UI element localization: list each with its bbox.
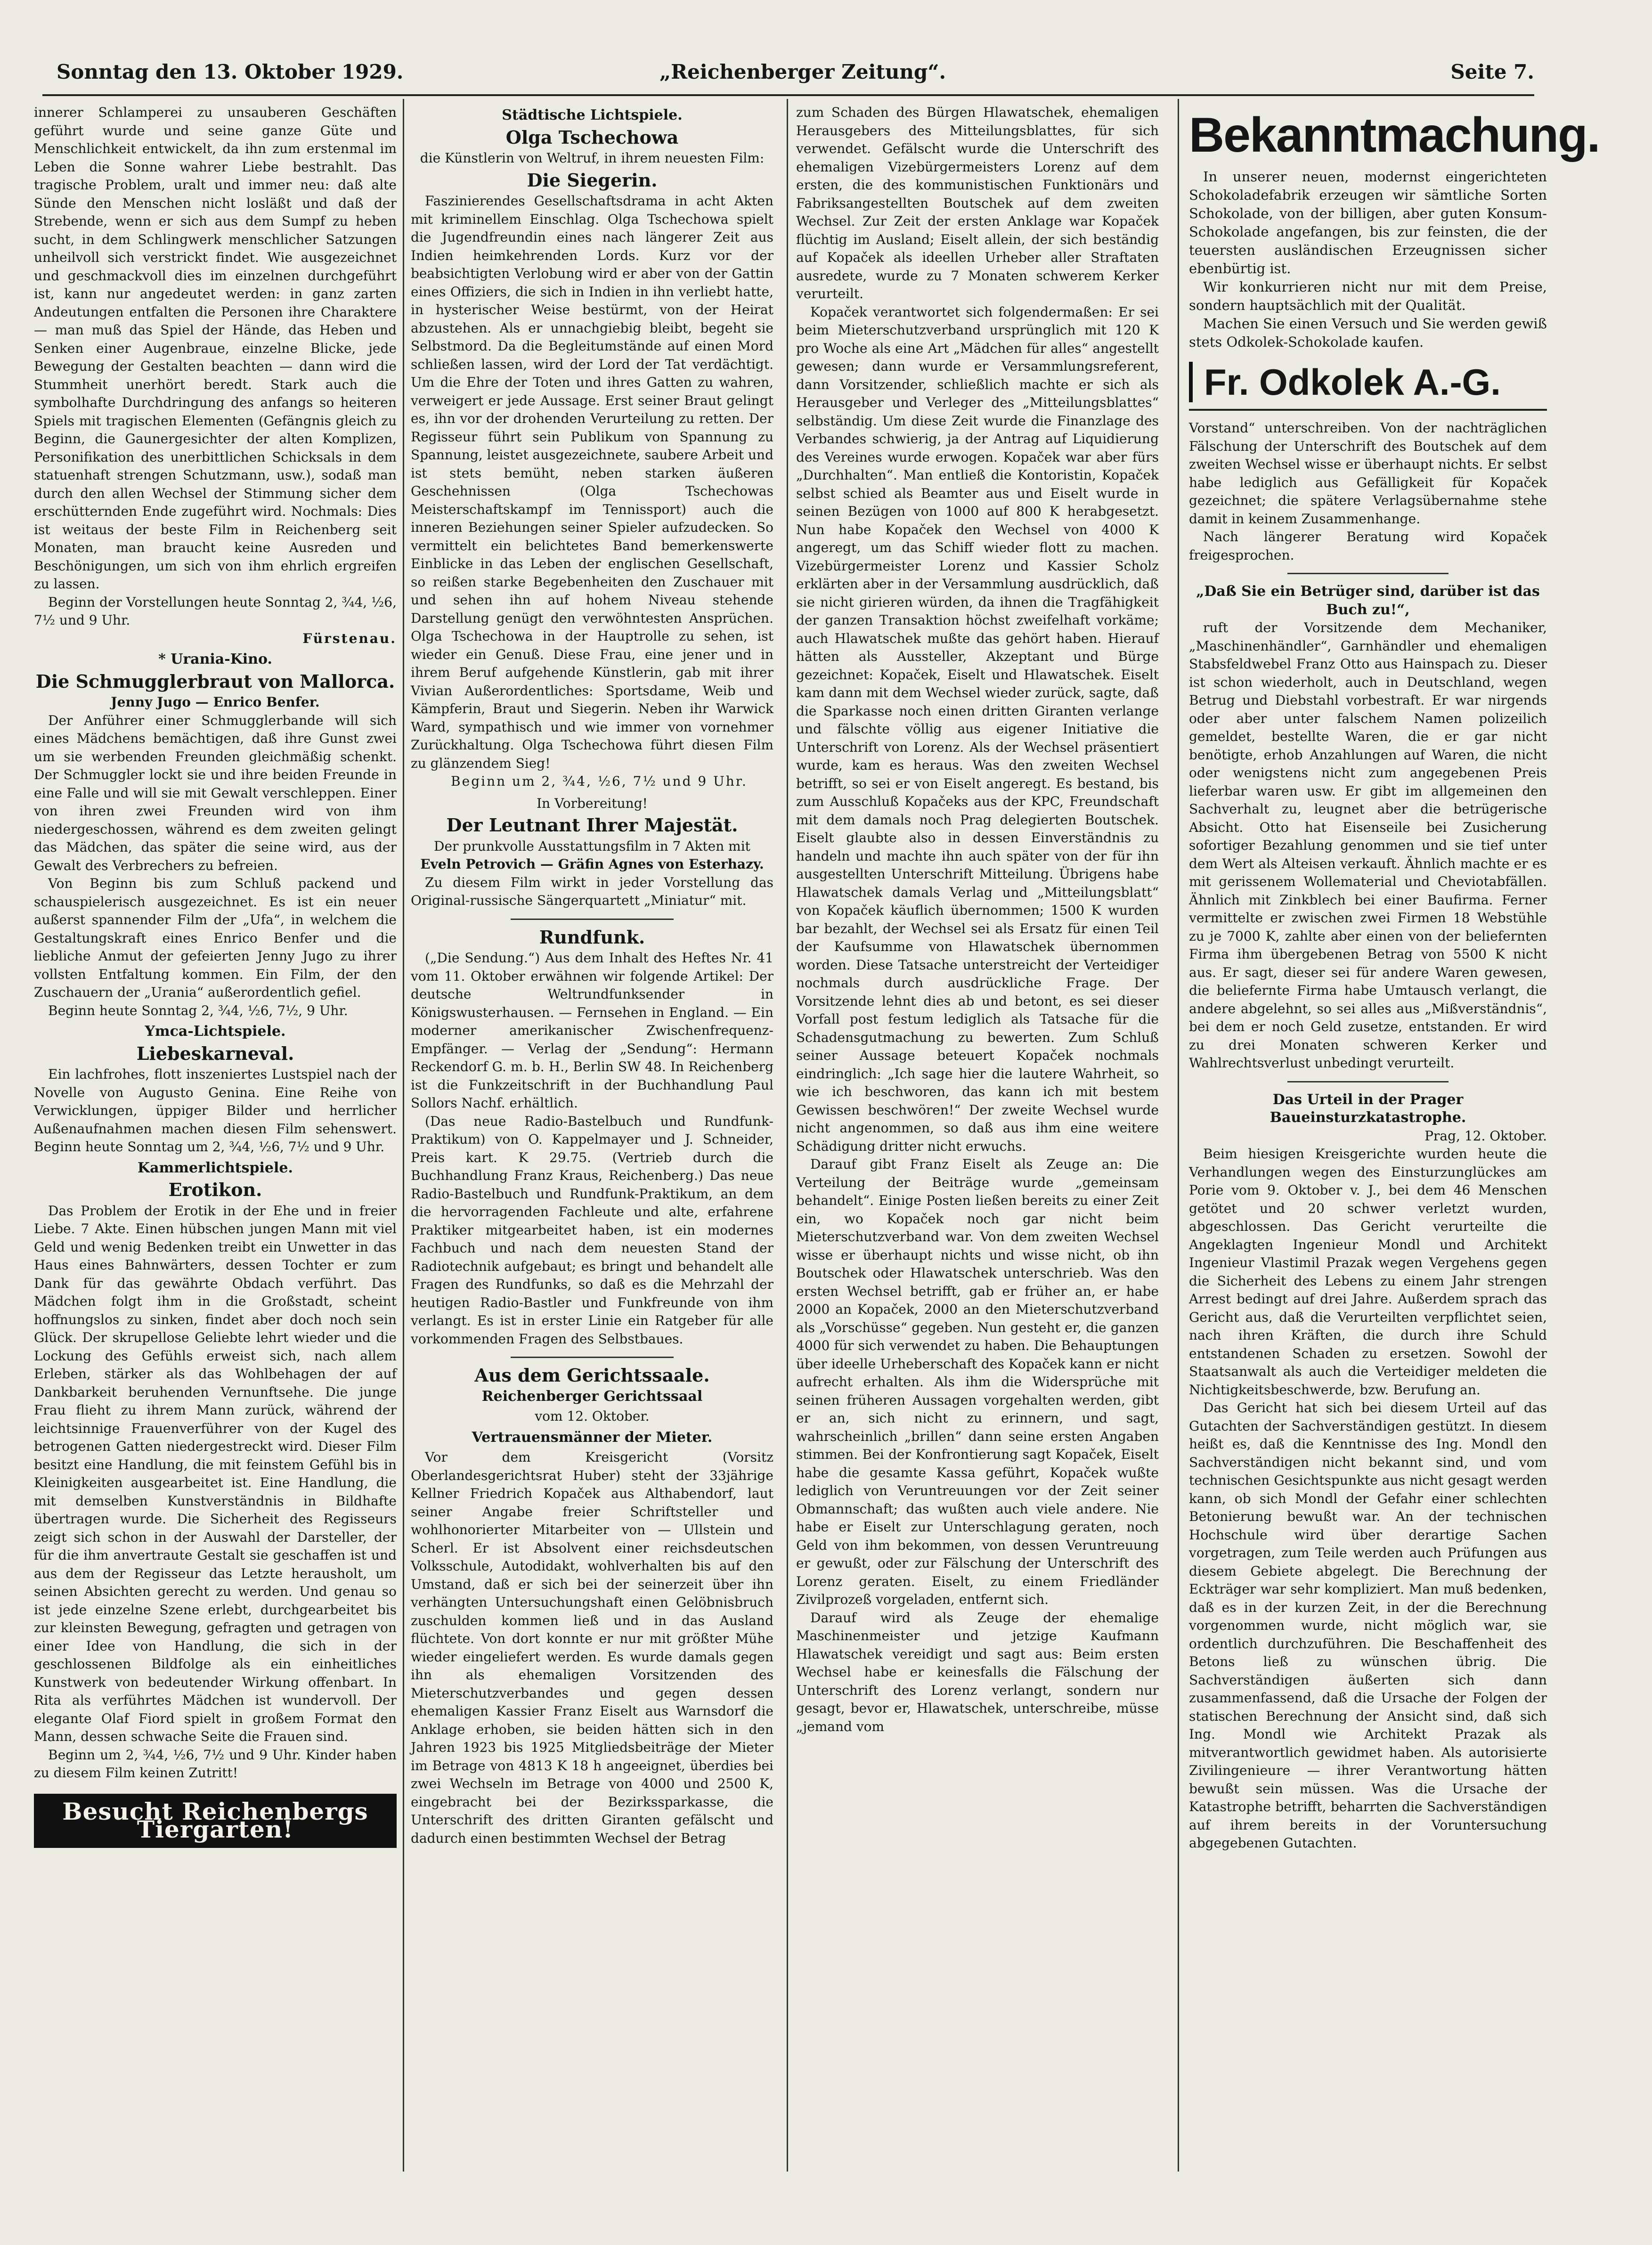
film-cast: Eveln Petrovich — Gräfin Agnes von Esterhazy. [420, 856, 764, 872]
header-page-number: Seite 7. [1450, 60, 1534, 83]
film-cast: Jenny Jugo — Enrico Benfer. [111, 694, 320, 710]
section-divider [1189, 409, 1547, 411]
firm-bar-left [1189, 362, 1193, 402]
article-dateline: Prag, 12. Oktober. [1424, 1128, 1547, 1144]
radio-paragraph: („Die Sendung.“) Aus dem Inhalt des Heftes Nr. 41 vom 11. Oktober erwähnen wir folgende Artikel: Der deutsche Weltrundfunksender in Königswusterhausen. — Fernsehen in England. — Ein moderner amerikanischer Zwischenfrequenz-Empfänger. — Verlag der „Sendung“: Hermann Reckendorf G. m. b. H., Berlin SW 48. In Reichenberg ist die Funkzeitschrift in der Buchhandlung Paul Sollors Nachf. erhältlich. [411, 950, 773, 1111]
film-review-paragraph: Der Anführer einer Schmugglerbande will sich eines Mädchens bemächtigen, daß ihre Gunst zwei um sie werbenden Freunden gleichmäßig schenkt. Der Schmuggler lockt sie und ihre beiden Freunde in eine Falle und will sie mit Gewalt verschleppen. Einer von ihren zwei Freunden wird von ihm niedergeschossen, während es dem zweiten gelingt das Mädchen, das später die seine wird, aus der Gewalt des Verbrechers zu befreien. [34, 712, 397, 873]
section-divider [1287, 1081, 1449, 1082]
film-title: Erotikon. [168, 1179, 262, 1200]
film-review-paragraph: Das Problem der Erotik in der Ehe und in freier Liebe. 7 Akte. Einen hübschen jungen Mann mit viel Geld und wenig Bedenken treibt ein Unwetter in das Haus eines Bahnwärters, dessen Tochter er zum Dank für das gewährte Obdach verführt. Das Mädchen folgt ihm in die Großstadt, scheint hoffnungslos zu sinken, findet aber doch noch sein Glück. Der skrupellose Geliebte lehrt wieder und die Lockung des Gefühls erweist sich, nach allem Erleben, stärker als das Wohlbehagen der auf Dankbarkeit beruhenden Vernunftsehe. Die junge Frau flieht zu ihrem Mann zurück, während der leichtsinnige Frauenverführer von der Kugel des betrogenen Gatten niedergestreckt wird. Dieser Film besitzt eine Handlung, die mit feinstem Gefühl bis in Kleinigkeiten ausgearbeitet ist. Eine Handlung, die mit demselben Kunstverständnis in Bildhafte übertragen wurde. Die Sicherheit des Regisseurs zeigt sich schon in der Auswahl der Darsteller, der für die ihm anvertraute Gestalt sie geschaffen ist und aus dem der Regisseur das Letzte herausholt, um seinen Absichten gerecht zu werden. Und genau so ist jede einzelne Szene erlebt, durchgearbeitet bis zur kleinsten Bewegung, gefragten und getragen von einer Idee von Handlung, die sich in der geschlossenen Bildfolge als ein einheitliches Kunstwerk von bedeutender Wirkung offenbart. In Rita als verführtes Mädchen ist wundervoll. Der elegante Olaf Fiord spielt in großem Format den Mann, dessen schwache Seite die Frauen sind. [34, 1203, 397, 1744]
film-star-subtitle: die Künstlerin von Weltruf, in ihrem neuesten Film: [420, 150, 765, 166]
court-verdict: Nach längerer Beratung wird Kopaček freigesprochen. [1189, 529, 1547, 563]
advertisement-text: Wir konkurrieren nicht nur mit dem Preise, sondern hauptsächlich mit der Qualität. [1189, 279, 1547, 313]
showtimes: Beginn heute Sonntag 2, ¾4, ½6, 7½, 9 Uhr. [48, 1002, 348, 1018]
column-rule [1178, 99, 1179, 2172]
film-star: Olga Tschechowa [505, 126, 679, 148]
column-rule [787, 99, 788, 2172]
section-divider [511, 1357, 674, 1358]
advertisement-firm [1189, 362, 1547, 402]
court-paragraph: Vorstand“ unterschreiben. Von der nachträglichen Fälschung der Unterschrift des Boutschek auf dem zweiten Wechsel wisse er überhaupt nichts. Er selbst habe lediglich aus Gefälligkeit für Kopaček gezeichnet; die spätere Verlagsübernahme stehe damit in keinem Zusammenhange. [1189, 420, 1547, 527]
column-4 [1189, 104, 1600, 2148]
film-review-paragraph: innerer Schlamperei zu unsauberen Geschäften geführt wurde und seine ganze Güte und Menschlichkeit entwickelt, da ihn zum erstenmal im Leben die Sonne wahrer Liebe bestrahlt. Das tragische Problem, uralt und immer neu: daß alte Sünde den Menschen nicht losläßt und daß der Strebende, wenn er sich aus dem Sumpf zu heben sucht, in dem Schlingwerk menschlicher Satzungen unheilvoll sich verstrickt findet. Wie ausgezeichnet und geschmackvoll dies im einzelnen durchgeführt ist, kann nur angedeutet werden: in ganz zarten Andeutungen entfalten die Personen ihre Charaktere — man muß das Spiel der Hände, das Heben und Senken einer Augenbraue, einzelne Blicke, jede Bewegung der Gestalten beachten — dann wird die Stummheit unerhört beredt. Stark auch die symbolhafte Durchdringung des anfangs so heiteren Spiels mit tragischen Elementen (Gefängnis gleich zu Beginn, die Gaunergesichter der alten Komplizen, Personifikation des unerbittlichen Schicksals in dem statuenhaft strengen Schutzmann, usw.), sodaß man durch den allen Wechsel der Stimmung sicher dem erschütternden Ende zugeführt wird. Nochmals: Dies ist weitaus der beste Film in Reichenberg seit Monaten, man braucht keine Ausreden und Beschönigungen, um sich von ihm ehrlich ergreifen zu lassen. [34, 105, 397, 592]
cinema-name: * Urania-Kino. [158, 651, 272, 667]
header-paper-name: „Reichenberger Zeitung“. [659, 60, 946, 83]
advertisement-title: Bekanntmachung. [1189, 108, 1600, 163]
cinema-name: Kammerlichtspiele. [138, 1159, 293, 1176]
header-rule [42, 94, 1534, 96]
advertisement-text: Machen Sie einen Versuch und Sie werden gewiß stets Odkolek-Schokolade kaufen. [1189, 316, 1547, 350]
section-divider [511, 919, 674, 920]
film-review-paragraph: Zu diesem Film wirkt in jeder Vorstellung das Original-russische Sängerquartett „Miniatur“ mit. [411, 874, 773, 908]
court-paragraph: Kopaček verantwortet sich folgendermaßen: Er sei beim Mieterschutzverband ursprünglich mit 120 K pro Woche als eine Art „Mädchen für alles“ angestellt gewesen; dann wurde er Versammlungsreferent, dann Vorsitzender, schließlich machte er sich als Herausgeber und Verleger des „Mitteilungsblattes“ selbständig. Um diese Zeit wurde die Finanzlage des Verbandes schwierig, ja der Antrag auf Liquidierung des Vereines wurde erwogen. Kopaček war aber fürs „Durchhalten“. Man entließ die Kontoristin, Kopaček selbst schied als Beamter aus und Eiselt wurde in seinen Bezügen von 1000 auf 800 K herabgesetzt. Nun habe Kopaček den Wechsel von 4000 K angeregt, um das Schiff wieder flott zu machen. Vizebürgermeister Lorenz und Kassier Scholz erklärten aber in der Versammlung ausdrücklich, daß sie nicht girieren würden, da ihnen die Tragfähigkeit der ganzen Transaktion höchst zweifelhaft vorkäme; auch Hlawatschek mußte das gehört haben. Hierauf hätten als Aussteller, Akzeptant und Bürge gezeichnet: Kopaček, Eiselt und Hlawatschek. Eiselt kam dann mit dem Wechsel wieder zurück, sagte, daß die Sparkasse noch einen dritten Giranten verlange und fälschte völlig aus eigener Initiative die Unterschrift von Lorenz. Als der Wechsel präsentiert wurde, kam es heraus. Was den zweiten Wechsel betrifft, so sei er von Eiselt angeregt. Es bestand, bis zum Ausschluß Kopačeks aus der KPC, Freundschaft mit dem damals noch Prag delegierten Boutschek. Eiselt glaubte also in dessen Einverständnis zu handeln und machte ihn auch später von der für ihn ausgestellten Unterschrift Mitteilung. Übrigens habe Hlawatschek damals Verlag und „Mitteilungsblatt“ von Kopaček käuflich übernommen; 1500 K wurden bar bezahlt, der Wechsel sei als Ersatz für einen Teil der Kaufsumme von Hlawatschek übernommen worden. Diese Tatsache unterstreicht der Verteidiger nochmals durch ausdrückliche Frage. Der Vorsitzende lehnt dies ab und betont, es sei dieser Vorfall post festum lediglich als Tatsache für die Schadensgutmachung zu bewerten. Zum Schluß seiner Aussage beteuert Kopaček nochmals eindringlich: „Ich sage hier die lautere Wahrheit, so wie ich beschworen, das kann ich mit bestem Gewissen beschwören!“ Der zweite Wechsel wurde nicht angenommen, so daß aus ihm eine weitere Schädigung dritter nicht erwuchs. [796, 304, 1159, 1154]
page-header [57, 60, 1534, 94]
film-title: Die Schmugglerbraut von Mallorca. [35, 670, 395, 692]
film-review-paragraph: Faszinierendes Gesellschaftsdrama in acht Akten mit kriminellem Einschlag. Olga Tschechowa spielt die Jugendfreundin eines nach längerer Zeit aus Indien heimkehrenden Lords. Kurz vor der beabsichtigten Verlobung wird er aber von der Gattin eines Offiziers, die sich in Indien in ihn verliebt hatte, in hysterischer Weise bestürmt, von der Heirat abzustehen. Als er unnachgiebig bleibt, begeht sie Selbstmord. Da die Begleitumstände auf einen Mord schließen lassen, wird der Lord der Tat verdächtigt. Um die Ehre der Toten und ihres Gatten zu wahren, verweigert er jede Aussage. Erst seiner Braut gelingt es, ihn vor der drohenden Verurteilung zu retten. Der Regisseur führt sein Publikum von Spannung zu Spannung, leistet ausgezeichnete, saubere Arbeit und ist stets bemüht, neben starken äußeren Geschehnissen (Olga Tschechowas Meisterschaftskampf im Tennissport) auch die inneren Beziehungen seiner Spieler aufzudecken. So vermittelt ein belichtetes Band bemerkenswerte Einblicke in das Leben der englischen Gesellschaft, so reißen starke Begebenheiten den Zuschauer mit und sehen ihn auf hohem Niveau stehende Darstellung genügt den verwöhntesten Ansprüchen. Olga Tschechowa in der Hauptrolle zu sehen, ist wieder ein Genuß. Diese Frau, eine jener und in ihrem Beruf aufgehende Künstlerin, gab mit ihrer Vivian Außerordentliches: Sportsdame, Weib und Kämpferin, Braut und Siegerin. Neben ihr Warwick Ward, sympathisch und wie immer von vornehmer Zurückhaltung. Olga Tschechowa führt diesen Film zu glänzendem Sieg! [411, 193, 773, 771]
film-title: Der Leutnant Ihrer Majestät. [446, 814, 738, 836]
cinema-name: Städtische Lichtspiele. [502, 107, 683, 123]
film-title: Liebeskarneval. [136, 1042, 294, 1064]
court-paragraph: Darauf wird als Zeuge der ehemalige Maschinenmeister und jetzige Kaufmann Hlawatschek vereidigt und sagt aus: Beim ersten Wechsel habe er keinesfalls die Fälschung der Unterschrift des Lorenz verlangt, sondern nur gesagt, bevor er, Hlawatschek, unterschreibe, müsse „jemand vom [796, 1610, 1159, 1734]
column-3 [796, 104, 1159, 2148]
court-date: vom 12. Oktober. [535, 1408, 650, 1424]
firm-name: Fr. Odkolek A.-G. [1204, 361, 1501, 403]
section-title-radio: Rundfunk. [539, 926, 645, 948]
showtimes: Beginn um 2, ¾4, ½6, 7½ und 9 Uhr. [451, 773, 748, 789]
court-paragraph: Beim hiesigen Kreisgerichte wurden heute die Verhandlungen wegen des Einsturzunglückes am Porie vom 9. Oktober v. J., bei dem 46 Menschen getötet und 20 schwer verletzt wurden, abgeschlossen. Das Gericht verurteilte die Angeklagten Ingenieur Mondl und Architekt Ingenieur Vlastimil Prazak wegen Vergehens gegen die Sicherheit des Lebens zu einem Jahr strengen Arrest bedingt auf drei Jahre. Außerdem sprach das Gericht aus, daß die Verurteilten verpflichtet seien, nach ihren Kräften, die durch ihre Schuld entstandenen Schaden zu ersetzen. Sowohl der Staatsanwalt als auch die Verteidiger meldeten die Nichtigkeitsbeschwerde, bzw. Berufung an. [1189, 1146, 1547, 1398]
court-paragraph: Das Gericht hat sich bei diesem Urteil auf das Gutachten der Sachverständigen gestützt. In diesem heißt es, daß die Kenntnisse des Ing. Mondl den Sachverständigen nicht bekannt sind, und vom technischen Gesichtspunkte aus nicht gesagt werden kann, ob sich Mondl der Gefahr einer schlechten Betonierung bewußt war. An der technischen Hochschule wird über derartige Sachen vorgetragen, zum Teile werden auch Prüfungen aus diesem Gebiete abgelegt. Die Berechnung der Eckträger war sehr kompliziert. Man muß bedenken, daß es in der kurzen Zeit, in der die Berechnung vorgenommen wurde, nicht möglich war, sie ordentlich durchzuführen. Die Beschaffenheit des Betons ließ zu wünschen übrig. Die Sachverständigen äußerten sich dann zusammenfassend, daß die Ursache der Folgen der statischen Berechnung der Ansicht sind, daß sich Ing. Mondl wie Architekt Prazak als mitverantwortlich gewidmet haben. Als autorisierte Zivilingenieure — ihrer Verantwortung hätten bewußt sein müssen. Was die Ursache der Katastrophe betrifft, beharrten die Sachverständigen auf ihrem bereits in der Voruntersuchung abgegebenen Gutachten. [1189, 1400, 1547, 1851]
header-date: Sonntag den 13. Oktober 1929. [57, 60, 404, 83]
film-review-paragraph: Ein lachfrohes, flott inszeniertes Lustspiel nach der Novelle von Augusto Genina. Eine Reihe von Verwicklungen, üppiger Bilder und herrlicher Außenaufnahmen machen diesen Film sehenswert. Beginn heute Sonntag um 2, ¾4, ½6, 7½ und 9 Uhr. [34, 1066, 397, 1155]
court-subtitle: Reichenberger Gerichtssaal [481, 1388, 703, 1405]
court-paragraph: Darauf gibt Franz Eiselt als Zeuge an: Die Verteilung der Beiträge wurde „gemeinsam behandelt“. Einige Posten ließen bereits zu einer Zeit ein, wo Kopaček noch gar nicht beim Mieterschutzverband war. Von dem zweiten Wechsel wisse er überhaupt nichts und wisse nicht, ob ihn Boutschek oder Hlawatschek unterschrieb. Was den ersten Wechsel betrifft, gab er früher an, er habe 2000 an Kopaček, 2000 an den Mieterschutzverband als „Vorschüsse“ gegeben. Nun gesteht er, die ganzen 4000 für sich verwendet zu haben. Die Behauptungen über ideelle Urheberschaft des Kopaček kann er nicht aufrecht erhalten. Als ihm die Widersprüche mit seinen früheren Aussagen vorgehalten werden, gibt er an, sich nicht zu erinnern, und sagt, wahrscheinlich „brillen“ dann seine ersten Angaben stimmen. Bei der Konfrontierung sagt Kopaček, Eiselt habe die gesamte Kassa geführt, Kopaček wußte lediglich von Veruntreuungen vor der Zeit seiner Obmannschaft; das wußten auch viele andere. Nie habe er Eiselt zur Unterschlagung geraten, noch Geld von ihm bekommen, von dessen Veruntreuung er gewußt, oder zur Fälschung der Unterschrift des Lorenz geraten. Eiselt, zu einem Friedländer Zivilprozeß vorgeladen, entfernt sich. [796, 1156, 1159, 1607]
coming-soon-label: In Vorbereitung! [537, 795, 648, 811]
tiergarten-advertisement: Besucht Reichenbergs Tiergarten! [34, 1794, 397, 1848]
radio-paragraph: (Das neue Radio-Bastelbuch und Rundfunk-Praktikum) von O. Kappelmayer und J. Schneider, Preis kart. K 29.75. (Vertrieb durch die Buchhandlung Franz Kraus, Reichenberg.) Das neue Radio-Bastelbuch und Rundfunk-Praktikum, an dem die hervorragenden Fachleute und alte, erfahrene Praktiker mitgearbeitet haben, ist ein modernes Fachbuch und nach dem neuesten Stand der Radiotechnik aufgebaut; es bringt und behandelt alle Fragen des Rundfunks, so daß es die Mehrzahl der heutigen Radio-Bastler und Funkfreunde von ihm verlangt. Es ist in erster Linie ein Ratgeber für alle vorkommenden Fragen des Selbstbaues. [411, 1113, 773, 1347]
film-title: Die Siegerin. [527, 169, 658, 191]
showtimes: Beginn um 2, ¾4, ½6, 7½ und 9 Uhr. Kinder haben zu diesem Film keinen Zutritt! [34, 1747, 397, 1781]
article-heading: „Daß Sie ein Betrüger sind, darüber ist das Buch zu!“, [1196, 583, 1540, 618]
case-title: Vertrauensmänner der Mieter. [472, 1429, 713, 1446]
column-1 [34, 104, 397, 2148]
film-review-paragraph: Von Beginn bis zum Schluß packend und schauspielerisch ausgezeichnet. Es ist ein neuer außerst spannender Film der „Ufa“, in welchem die Gestaltungskraft eines Enrico Benfer und die liebliche Anmut der gefeierten Jenny Jugo zu ihrer vollsten Entfaltung kommen. Ein Film, der den Zuschauern der „Urania“ außerordentlich gefiel. [34, 876, 397, 1000]
court-paragraph: zum Schaden des Bürgen Hlawatschek, ehemaligen Herausgebers des Mitteilungsblattes, für sich verwendet. Gefälscht wurde die Unterschrift des ehemaligen Vizebürgermeisters Lorenz auf dem ersten, die des kommunistischen Funktionärs und Fabriksangestellten Boutschek auf dem zweiten Wechsel. Zur Zeit der ersten Anklage war Kopaček flüchtig im Ausland; Eiselt allein, der sich beständig auf Kopaček als ideellen Urheber aller Straftaten ausredete, wurde zu 7 Monaten schwerem Kerker verurteilt. [796, 105, 1159, 301]
showtimes: Beginn der Vorstellungen heute Sonntag 2, ¾4, ½6, 7½ und 9 Uhr. [34, 594, 397, 628]
cinema-name: Ymca-Lichtspiele. [145, 1023, 286, 1040]
section-title-court: Aus dem Gerichtssaale. [474, 1365, 710, 1386]
article-heading: Das Urteil in der Prager Baueinsturzkatastrophe. [1270, 1091, 1466, 1126]
author-signature: Fürstenau. [302, 630, 397, 646]
column-2 [411, 104, 773, 2148]
column-rule [403, 99, 404, 2172]
section-divider [1287, 573, 1449, 574]
film-description: Der prunkvolle Ausstattungsfilm in 7 Akten mit [434, 838, 750, 854]
advertisement-text: In unserer neuen, modernst eingerichteten Schokoladefabrik erzeugen wir sämtliche Sorten Schokolade, von der billigen, aber guten Konsum-Schokolade angefangen, bis zur feinsten, die der teuersten ausländischen Erzeugnissen sicher ebenbürtig ist. [1189, 169, 1547, 277]
court-paragraph: ruft der Vorsitzende dem Mechaniker, „Maschinenhändler“, Garnhändler und ehemaligen Stabsfeldwebel Franz Otto aus Hainspach zu. Dieser ist schon wiederholt, auch in Deutschland, wegen Betrug und Diebstahl vorbestraft. Er war nirgends oder aber unter falschem Namen polizeilich gemeldet, bestellte Waren, die er gar nicht benötigte, erhob Anzahlungen auf Waren, die nicht oder wenigstens nicht zum angegebenen Preis lieferbar waren usw. Er gibt im allgemeinen den Sachverhalt zu, leugnet aber die betrügerische Absicht. Otto hat Eisenseile bei Zusicherung sofortiger Bezahlung genommen und sie tief unter dem Wert als Alteisen verkauft. Ähnlich machte er es mit gerissenem Wollematerial und Cheviotabfällen. Ähnlich mit Zinkblech bei einer Baufirma. Ferner vermittelte er zwischen zwei Firmen 18 Webstühle zu je 7000 K, zahlte aber einen von der beliefernten Firma ihm übergebenen Betrag von 5500 K nicht aus. Er sagt, dieser sei für andere Waren gewesen, die beliefernte Firma habe Umtausch verlangt, die andere abgelehnt, so sei alles aus „Mißverständnis“, bei dem er noch Geld zusetze, entstanden. Er wird zu drei Monaten schweren Kerker und Wahlrechtsverlust unbedingt verurteilt. [1189, 620, 1547, 1071]
court-paragraph: Vor dem Kreisgericht (Vorsitz Oberlandesgerichtsrat Huber) steht der 33jährige Kellner Friedrich Kopaček aus Althabendorf, laut seiner Angabe freier Schriftsteller und wohlhonorierter Mitarbeiter von — Ullstein und Scherl. Er ist Absolvent einer reichsdeutschen Volksschule, Autodidakt, wohlverhalten bis auf den Umstand, daß er sich bei der seinerzeit über ihn verhängten Untersuchungshaft einen Gelöbnisbruch zuschulden kommen ließ und in das Ausland flüchtete. Von dort konnte er nur mit größter Mühe wieder eingeliefert werden. Es wurde damals gegen ihn als ehemaligen Vorsitzenden des Mieterschutzverbandes und gegen dessen ehemaligen Kassier Franz Eiselt aus Warnsdorf die Anklage erhoben, sie beiden hätten sich in den Jahren 1923 bis 1925 Mitgliedsbeiträge der Mieter im Betrage von 4813 K 18 h angeeignet, überdies bei zwei Wechseln im Betrage von 4000 und 2500 K, eingebracht bei der Bezirkssparkasse, die Unterschrift des dritten Giranten gefälscht und dadurch einen bestimmten Wechsel der Betrag [411, 1449, 773, 1846]
